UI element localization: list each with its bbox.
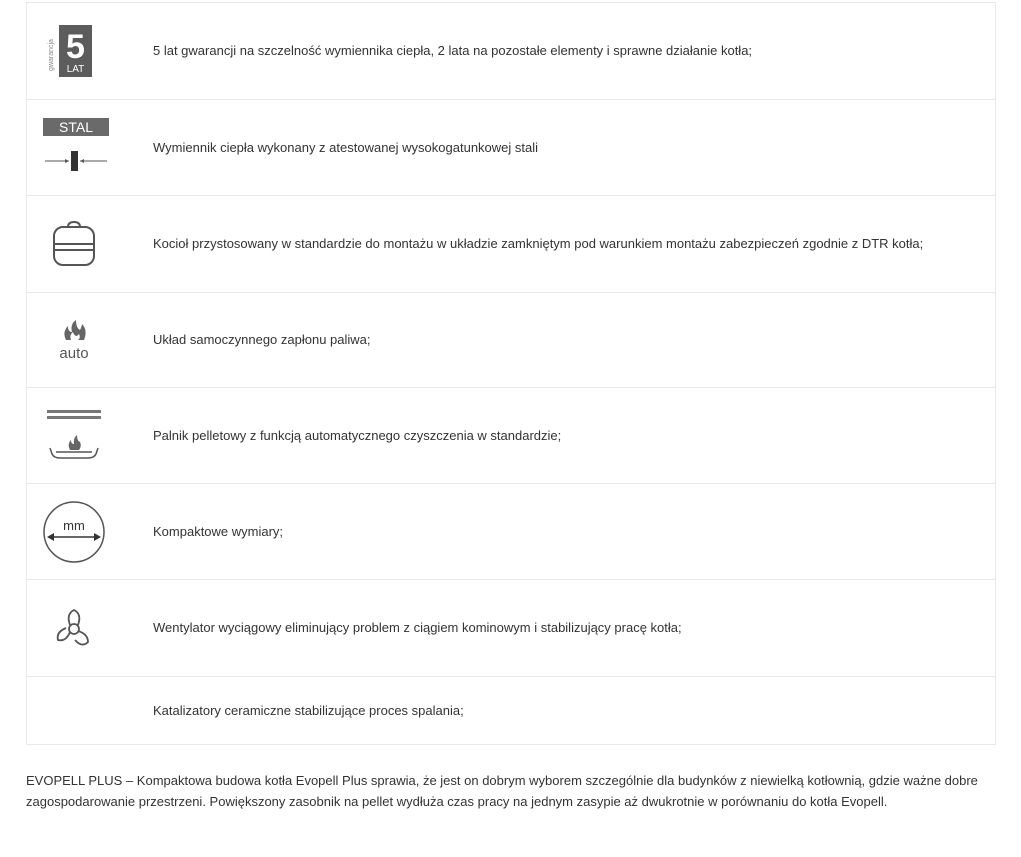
auto-ignition-icon — [27, 293, 121, 387]
feature-text: Kocioł przystosowany w standardzie do montażu w układzie zamkniętym pod warunkiem montażu zabezpieczeń zgodnie z DTR kotła; — [153, 236, 924, 251]
badge-unit: LAT — [66, 64, 85, 75]
badge-number: 5 — [66, 28, 85, 66]
feature-row — [27, 99, 995, 195]
exhaust-fan-icon — [27, 580, 121, 676]
feature-row — [27, 483, 995, 579]
feature-text: 5 lat gwarancji na szczelność wymiennika ciepła, 2 lata na pozostałe elementy i sprawne działanie kotła; — [153, 43, 753, 58]
features-table — [26, 2, 996, 745]
feature-text: Kompaktowe wymiary; — [153, 523, 284, 539]
closed-system-tank-icon — [27, 196, 121, 292]
feature-row — [27, 579, 995, 676]
feature-text: Palnik pelletowy z funkcją automatycznego czyszczenia w standardzie; — [153, 427, 562, 443]
feature-text: Katalizatory ceramiczne stabilizujące proces spalania; — [153, 702, 464, 718]
mm-label: mm — [63, 517, 85, 533]
pellet-burner-cleaning-icon — [27, 388, 121, 483]
warranty-5-years-icon — [27, 3, 121, 99]
steel-label: STAL — [59, 118, 93, 135]
feature-text: Wentylator wyciągowy eliminujący problem z ciągiem kominowym i stabilizujący pracę kotła; — [153, 620, 682, 635]
feature-text: Wymiennik ciepła wykonany z atestowanej wysokogatunkowej stali — [153, 139, 539, 155]
feature-row — [27, 292, 995, 387]
compact-dimensions-icon — [27, 484, 121, 579]
auto-label: auto — [59, 345, 89, 362]
badge-word: gwarancja — [48, 39, 55, 71]
feature-text: Układ samoczynnego zapłonu paliwa; — [153, 332, 371, 347]
steel-icon — [27, 100, 121, 195]
product-description: EVOPELL PLUS – Kompaktowa budowa kotła Evopell Plus sprawia, że jest on dobrym wyborem szczególnie dla budynków z niewielką kotłownią, gdzie ważne dobre zagospodarowanie przestrzeni. Powiększony zasobnik na pellet wydłuża czas pracy na jednym zasypie aż dwukrotnie w porównaniu do kotła Evopell. — [26, 773, 978, 809]
feature-row — [27, 2, 995, 99]
feature-row — [27, 195, 995, 292]
feature-row — [27, 676, 995, 744]
feature-icon-empty — [27, 677, 121, 744]
feature-row — [27, 387, 995, 483]
